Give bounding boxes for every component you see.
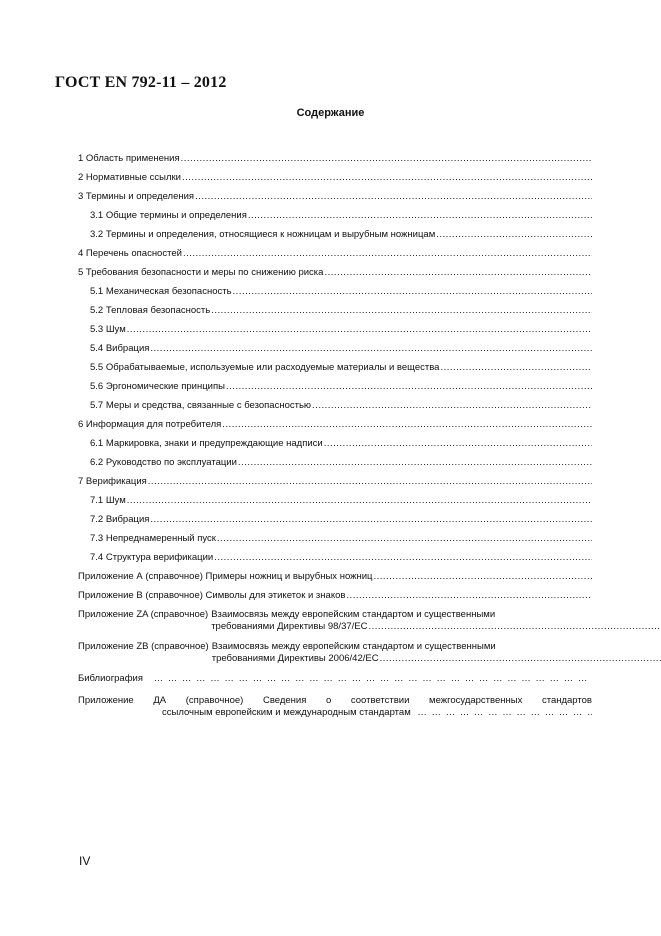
toc-leader-ellipsis	[417, 707, 592, 718]
toc-entry-label: Приложение В (справочное) Символы для этикеток и знаков	[78, 590, 346, 601]
bibliography-label: Библиография	[78, 673, 143, 684]
toc-entry[interactable]	[78, 229, 592, 241]
toc-leader-ellipsis	[154, 673, 592, 684]
toc-entry-bibliography[interactable]	[78, 673, 592, 685]
appendix-da-word: межгосударственных	[429, 695, 523, 706]
toc-entry-label: 7 Верификация	[78, 476, 147, 487]
toc-leader-dots	[127, 495, 592, 507]
appendix-da-word: о	[326, 695, 332, 706]
toc-entry[interactable]	[78, 495, 592, 507]
toc-leader-dots	[217, 533, 592, 545]
toc-leader-dots	[238, 457, 592, 469]
toc-entry-label: Приложение А (справочное) Примеры ножниц и вырубных ножниц	[78, 571, 373, 582]
toc-entry-appendix-zb[interactable]	[78, 641, 592, 665]
toc-entry-label: 5.5 Обрабатываемые, используемые или расходуемые материалы и вещества	[90, 362, 440, 373]
toc-entry[interactable]	[78, 172, 592, 184]
appendix-za-prefix: Приложение ZA (справочное)	[78, 609, 209, 620]
toc-entry[interactable]	[78, 305, 592, 317]
toc-entry[interactable]	[78, 248, 592, 260]
appendix-da-line2: ссылочным европейским и международным стандартам	[162, 707, 411, 718]
toc-entry-label: 6 Информация для потребителя	[78, 419, 222, 430]
appendix-da-word: Сведения	[262, 695, 307, 706]
toc-entry[interactable]	[78, 153, 592, 165]
toc-entry-label: 7.4 Структура верификации	[90, 552, 214, 563]
toc-entry-label: 6.2 Руководство по эксплуатации	[90, 457, 237, 468]
toc-entry[interactable]	[78, 533, 592, 545]
toc-leader-dots	[195, 191, 592, 203]
table-of-contents	[78, 153, 592, 719]
toc-entry-label: 3.1 Общие термины и определения	[90, 210, 247, 221]
toc-entry[interactable]	[78, 400, 592, 412]
toc-leader-dots	[233, 286, 592, 298]
appendix-da-word: соответствии	[350, 695, 410, 706]
toc-leader-dots	[150, 343, 592, 355]
toc-entry-label: 7.3 Непреднамеренный пуск	[90, 533, 216, 544]
toc-entry[interactable]	[78, 362, 592, 374]
appendix-za-line1: Взаимосвязь между европейским стандартом и существенными	[211, 609, 496, 620]
toc-entry[interactable]	[78, 381, 592, 393]
toc-entry[interactable]	[78, 210, 592, 222]
appendix-zb-line2: требованиями Директивы 2006/42/ЕС	[211, 653, 379, 664]
appendix-da-word: ДА	[153, 695, 167, 706]
toc-entry[interactable]	[78, 552, 592, 564]
toc-entry[interactable]	[78, 286, 592, 298]
toc-entry-label: 5.4 Вибрация	[90, 343, 150, 354]
toc-entry-appendix-da[interactable]	[78, 695, 592, 719]
toc-entry-label: 5.6 Эргономические принципы	[90, 381, 225, 392]
toc-entry-label: 6.1 Маркировка, знаки и предупреждающие надписи	[90, 438, 323, 449]
toc-entry[interactable]	[78, 571, 592, 583]
toc-entry[interactable]	[78, 191, 592, 203]
appendix-da-line1	[78, 695, 592, 707]
toc-leader-dots	[182, 172, 592, 184]
toc-leader-dots	[148, 476, 592, 488]
toc-leader-dots	[436, 229, 592, 241]
toc-leader-dots	[183, 248, 592, 260]
toc-entry[interactable]	[78, 514, 592, 526]
toc-entry[interactable]	[78, 476, 592, 488]
toc-entry-label: 7.1 Шум	[90, 495, 126, 506]
toc-entry[interactable]	[78, 419, 592, 431]
toc-title: Содержание	[296, 107, 365, 119]
toc-leader-dots	[211, 305, 592, 317]
toc-leader-dots	[312, 400, 592, 412]
toc-entry-label: 1 Область применения	[78, 153, 180, 164]
toc-leader-dots	[368, 621, 661, 633]
toc-entry-label: 7.2 Вибрация	[90, 514, 150, 525]
toc-entry-label: 5.3 Шум	[90, 324, 126, 335]
page-number: IV	[79, 854, 91, 868]
appendix-da-word: Приложение	[78, 695, 134, 706]
toc-leader-dots	[346, 590, 592, 602]
toc-entry-label: 5.2 Тепловая безопасность	[90, 305, 211, 316]
toc-entry-label: 3 Термины и определения	[78, 191, 195, 202]
appendix-zb-line1: Взаимосвязь между европейским стандартом и существенными	[211, 641, 496, 652]
toc-leader-dots	[226, 381, 592, 393]
document-header: ГОСТ EN 792-11 – 2012	[55, 74, 227, 91]
appendix-za-line2: требованиями Директивы 98/37/ЕС	[211, 621, 368, 632]
toc-entry[interactable]	[78, 343, 592, 355]
toc-leader-dots	[214, 552, 592, 564]
toc-entry-label: 5 Требования безопасности и меры по снижению риска	[78, 267, 324, 278]
toc-leader-dots	[324, 438, 592, 450]
toc-entry-label: 3.2 Термины и определения, относящиеся к ножницам и вырубным ножницам	[90, 229, 436, 240]
toc-leader-dots	[380, 653, 661, 665]
toc-entry[interactable]	[78, 324, 592, 336]
toc-entry-appendix-za[interactable]	[78, 609, 592, 633]
toc-entry[interactable]	[78, 438, 592, 450]
toc-leader-dots	[324, 267, 592, 279]
toc-entry-label: 2 Нормативные ссылки	[78, 172, 181, 183]
toc-leader-dots	[248, 210, 592, 222]
toc-leader-dots	[440, 362, 592, 374]
toc-entries	[78, 153, 592, 602]
toc-entry-label: 4 Перечень опасностей	[78, 248, 182, 259]
toc-entry[interactable]	[78, 457, 592, 469]
toc-leader-dots	[181, 153, 592, 165]
toc-entry[interactable]	[78, 590, 592, 602]
toc-leader-dots	[222, 419, 592, 431]
appendix-da-word: стандартов	[541, 695, 592, 706]
appendix-zb-prefix: Приложение ZB (справочное)	[78, 641, 209, 652]
toc-entry[interactable]	[78, 267, 592, 279]
appendix-da-word: (справочное)	[185, 695, 244, 706]
toc-entry-label: 5.7 Меры и средства, связанные с безопасностью	[90, 400, 312, 411]
toc-leader-dots	[150, 514, 592, 526]
toc-entry-label: 5.1 Механическая безопасность	[90, 286, 232, 297]
toc-leader-dots	[373, 571, 592, 583]
toc-leader-dots	[127, 324, 592, 336]
